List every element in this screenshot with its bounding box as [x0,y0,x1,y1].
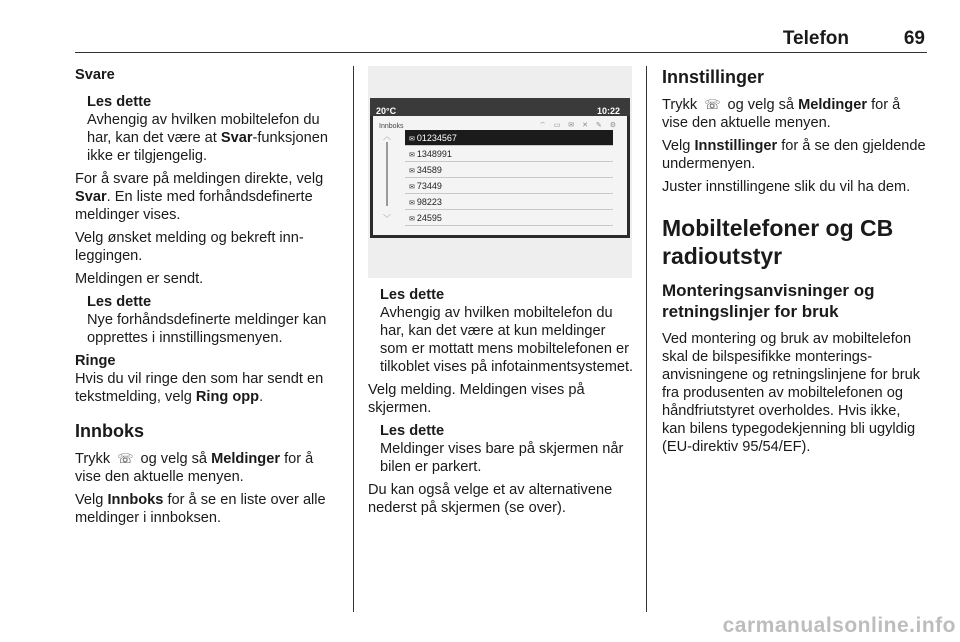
chevron-down-icon: ﹀ [383,214,391,223]
middle-column [368,66,636,522]
envelope-icon: ✉ [409,184,415,191]
phone-icon: ☏ [704,97,721,112]
paragraph: Ved montering og bruk av mobiltelefon skal de bilspesifikke monteringsanvisningene og retningslinjene for bruk fra produsenten av mobiltelefonen og håndfriutstyret overholdes. Hvis ikke, kan bilens typegodekjenning bli ugyldig (EU-direktiv 95/54/EF). [662,331,920,455]
note-text: Meldinger vises bare på skjermen når bilen er parkert. [380,441,624,475]
list-item: ✉ 24595 [405,210,613,226]
note-block [75,93,343,165]
list-item: ✉ 73449 [405,178,613,194]
envelope-icon: ✉ [409,216,415,223]
infotainment-screen [370,98,630,238]
note-title: Les dette [87,94,152,110]
column-divider-2 [646,66,647,612]
scroll-track [386,142,388,206]
ringe-heading: Ringe [75,353,116,369]
watermark: carmanualsonline.info [722,614,956,637]
envelope-icon: ✉ [409,200,415,207]
paragraph: Hvis du vil ringe den som har sendt en tekstmelding, velg Ring opp. [75,371,324,405]
note-text: Avhengig av hvilken mobiltelefon du har, kan det være at kun meldinger som er mottatt mens mobiltelefonen er tilkoblet vises på infotainmentsystemet. [380,305,634,375]
chapter-heading: Mobiltelefoner og CB radioutstyr [662,215,894,269]
right-column [662,66,927,461]
paragraph: Velg Innstillinger for å se den gjeldende undermenyen. [662,138,926,172]
left-column [75,66,343,532]
paragraph: Trykk ☏ og velg så Meldinger for å vise den aktuelle menyen. [75,451,314,485]
svare-heading: Svare [75,67,115,83]
note-text: Avhengig av hvilken mobiltelefon du har, kan det være at Svar-funksjonen ikke er tilgjengelig. [87,112,328,164]
subsection-heading: Monteringsanvisninger og retningslinjer for bruk [662,281,875,321]
paragraph: Meldingen er sendt. [75,271,204,287]
screen-status-bar [370,98,630,116]
header-divider [75,52,927,53]
note-block [75,293,343,347]
screen-image [368,66,632,278]
envelope-icon: ✉ [409,136,415,143]
page-number: 69 [903,28,925,49]
screen-subtitle: Innboks [379,123,404,130]
phone-icon: ☏ [117,451,134,466]
paragraph: Trykk ☏ og velg så Meldinger for å vise den aktuelle menyen. [662,97,901,131]
envelope-icon: ✉ [409,152,415,159]
note-block [368,422,636,476]
note-text: Nye forhåndsdefinerte meldinger kan opprettes i innstillingsmenyen. [87,312,327,346]
section-title: Telefon [782,28,849,49]
paragraph: Juster innstillingene slik du vil ha dem. [662,179,911,195]
paragraph: Velg ønsket melding og bekreft innleggingen. [75,230,304,264]
chevron-up-icon: ︿ [383,132,391,141]
note-title: Les dette [380,423,445,439]
list-item: ✉ 34589 [405,162,613,178]
list-item: ✉ 98223 [405,194,613,210]
innstillinger-heading: Innstillinger [662,67,765,87]
paragraph: Velg Innboks for å se en liste over alle meldinger i innboksen. [75,492,326,526]
page-header [75,22,927,48]
message-list [405,130,613,226]
paragraph: For å svare på meldingen direkte, velg Svar. En liste med forhåndsdefinerte meldinger vises. [75,171,324,223]
list-item: ✉ 1348991 [405,146,613,162]
screen-clock: 10:22 [596,106,620,116]
screen-status-icons: ⌔ ▭ ✉ ✕ ✎ ⚙ [539,122,619,129]
screen-scrollbar [381,128,393,228]
note-title: Les dette [87,294,152,310]
innboks-heading: Innboks [75,421,145,441]
envelope-icon: ✉ [409,168,415,175]
note-title: Les dette [380,287,445,303]
list-item: ✉ 01234567 [405,130,613,146]
screen-temperature: 20°C [376,106,397,116]
paragraph: Velg melding. Meldingen vises på skjermen. [368,382,585,416]
column-divider-1 [353,66,354,612]
note-block [368,286,636,376]
paragraph: Du kan også velge et av alternativene nederst på skjermen (se over). [368,482,613,516]
